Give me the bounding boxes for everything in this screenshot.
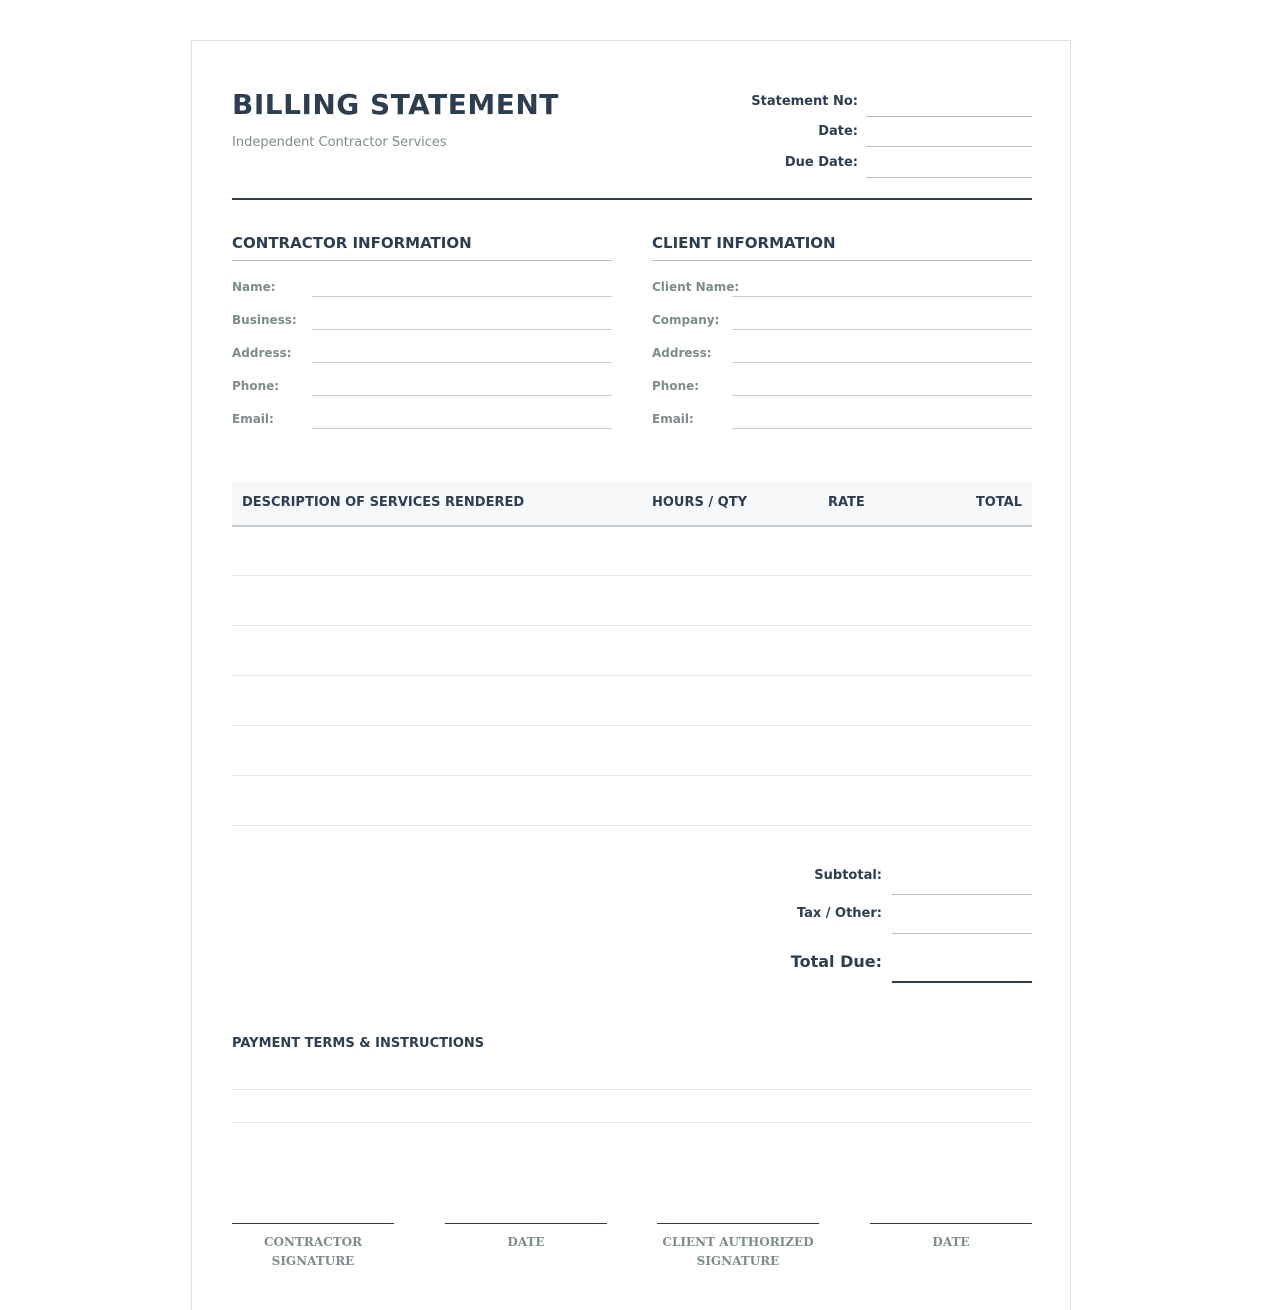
date-label: Date: <box>818 124 858 139</box>
contractor-phone-label: Phone: <box>232 379 280 393</box>
contractor-address-label: Address: <box>232 346 292 360</box>
client-phone-field[interactable] <box>732 395 1032 396</box>
tax-label: Tax / Other: <box>796 906 882 921</box>
statement-no-label: Statement No: <box>751 94 858 109</box>
contractor-email-field[interactable] <box>312 428 612 429</box>
billing-statement-page <box>191 40 1071 1310</box>
client-section-title: CLIENT INFORMATION <box>652 234 836 252</box>
client-company-field[interactable] <box>732 329 1032 330</box>
client-name-field[interactable] <box>732 296 1032 297</box>
table-row[interactable] <box>232 825 1032 826</box>
contractor-business-label: Business: <box>232 313 297 327</box>
payment-terms-title: PAYMENT TERMS & INSTRUCTIONS <box>232 1036 485 1051</box>
contractor-section-title: CONTRACTOR INFORMATION <box>232 234 472 252</box>
page-subtitle: Independent Contractor Services <box>232 135 447 150</box>
column-header-hours: HOURS / QTY <box>652 495 747 510</box>
client-date-line[interactable] <box>870 1223 1032 1224</box>
contractor-business-field[interactable] <box>312 329 612 330</box>
contractor-date-line[interactable] <box>445 1223 607 1224</box>
contractor-address-field[interactable] <box>312 362 612 363</box>
table-row[interactable] <box>232 575 1032 576</box>
client-address-field[interactable] <box>732 362 1032 363</box>
services-table-header <box>232 481 1032 527</box>
client-phone-label: Phone: <box>652 379 700 393</box>
client-date-label: DATE <box>932 1235 970 1249</box>
column-header-total: TOTAL <box>975 495 1022 510</box>
due-date-label: Due Date: <box>784 155 858 170</box>
table-row[interactable] <box>232 675 1032 676</box>
contractor-date-label: DATE <box>507 1235 545 1249</box>
column-header-description: DESCRIPTION OF SERVICES RENDERED <box>242 495 525 510</box>
client-section-divider <box>652 260 1032 261</box>
contractor-phone-field[interactable] <box>312 395 612 396</box>
client-email-label: Email: <box>652 412 694 426</box>
client-email-field[interactable] <box>732 428 1032 429</box>
contractor-name-field[interactable] <box>312 296 612 297</box>
contractor-name-label: Name: <box>232 280 276 294</box>
contractor-signature-line[interactable] <box>232 1223 394 1224</box>
header-divider <box>232 198 1032 200</box>
total-due-field[interactable] <box>892 981 1032 983</box>
page-title: BILLING STATEMENT <box>232 88 559 121</box>
table-row[interactable] <box>232 775 1032 776</box>
client-name-label: Client Name: <box>652 280 740 294</box>
payment-terms-line[interactable] <box>232 1122 1032 1123</box>
client-company-label: Company: <box>652 313 720 327</box>
column-header-rate: RATE <box>828 495 865 510</box>
tax-field[interactable] <box>892 933 1032 934</box>
subtotal-field[interactable] <box>892 894 1032 895</box>
client-address-label: Address: <box>652 346 712 360</box>
contractor-section-divider <box>232 260 612 261</box>
table-row[interactable] <box>232 725 1032 726</box>
contractor-signature-label: CONTRACTOR SIGNATURE <box>263 1235 363 1268</box>
payment-terms-line[interactable] <box>232 1089 1032 1090</box>
subtotal-label: Subtotal: <box>814 868 882 883</box>
contractor-email-label: Email: <box>232 412 274 426</box>
date-field[interactable] <box>866 146 1032 147</box>
total-due-label: Total Due: <box>790 952 882 971</box>
due-date-field[interactable] <box>866 177 1032 178</box>
table-row[interactable] <box>232 625 1032 626</box>
statement-no-field[interactable] <box>866 116 1032 117</box>
client-signature-line[interactable] <box>657 1223 819 1224</box>
client-signature-label: CLIENT AUTHORIZED SIGNATURE <box>662 1235 814 1268</box>
